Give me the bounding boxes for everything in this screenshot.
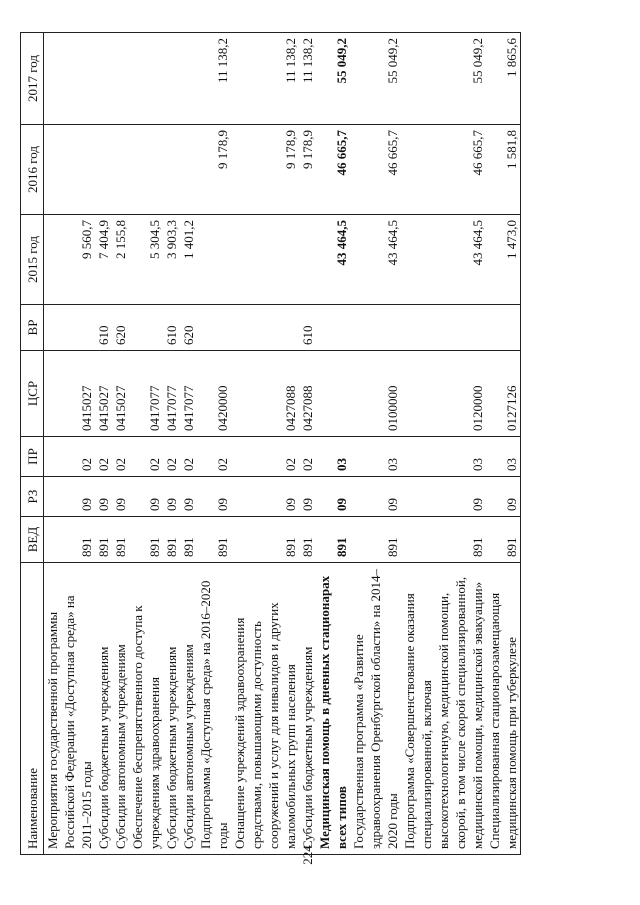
row-rz: 09 xyxy=(44,477,96,517)
table-row xyxy=(44,33,96,855)
row-rz: 09 xyxy=(95,477,112,517)
row-value-2015: 2 155,8 xyxy=(112,215,129,305)
row-csr: 0417077 xyxy=(163,351,180,437)
table-row xyxy=(95,33,112,855)
budget-table xyxy=(20,32,521,855)
row-csr: 0415027 xyxy=(112,351,129,437)
row-rz: 09 xyxy=(163,477,180,517)
row-rz: 09 xyxy=(112,477,129,517)
row-rz: 09 xyxy=(486,477,521,517)
row-pr: 02 xyxy=(180,437,197,477)
row-pr: 02 xyxy=(163,437,180,477)
row-name: Специализированная стационарозамещающая медицинская помощь при туберкулезе xyxy=(486,563,521,855)
row-ved: 891 xyxy=(350,517,401,563)
row-value-2016 xyxy=(44,125,96,215)
row-pr: 02 xyxy=(197,437,231,477)
row-value-2015: 9 560,7 xyxy=(44,215,96,305)
row-ved: 891 xyxy=(112,517,129,563)
table-row xyxy=(129,33,163,855)
row-ved: 891 xyxy=(486,517,521,563)
table-header-row xyxy=(21,33,44,855)
row-value-2017: 55 049,2 xyxy=(401,33,486,125)
row-vr xyxy=(197,305,231,351)
row-value-2017 xyxy=(44,33,96,125)
row-vr xyxy=(129,305,163,351)
row-pr: 03 xyxy=(316,437,350,477)
row-vr: 610 xyxy=(163,305,180,351)
row-vr xyxy=(401,305,486,351)
row-ved: 891 xyxy=(197,517,231,563)
row-name: Субсидии бюджетным учреждениям xyxy=(299,563,316,855)
page-number: 224 xyxy=(300,845,315,865)
row-value-2016 xyxy=(163,125,180,215)
row-csr: 0417077 xyxy=(180,351,197,437)
row-csr: 0415027 xyxy=(44,351,96,437)
row-pr: 02 xyxy=(231,437,299,477)
row-value-2017 xyxy=(95,33,112,125)
row-value-2015 xyxy=(197,215,231,305)
row-csr: 0427088 xyxy=(299,351,316,437)
row-value-2017 xyxy=(180,33,197,125)
row-vr: 620 xyxy=(112,305,129,351)
row-csr: 0127126 xyxy=(486,351,521,437)
header-ved: ВЕД xyxy=(21,517,44,563)
row-value-2017: 55 049,2 xyxy=(350,33,401,125)
row-value-2015: 7 404,9 xyxy=(95,215,112,305)
row-ved: 891 xyxy=(129,517,163,563)
row-value-2017 xyxy=(112,33,129,125)
row-vr xyxy=(44,305,96,351)
row-value-2015: 1 473,0 xyxy=(486,215,521,305)
table-row xyxy=(486,33,521,855)
row-vr xyxy=(316,305,350,351)
row-vr: 610 xyxy=(299,305,316,351)
row-value-2015: 43 464,5 xyxy=(401,215,486,305)
table-row xyxy=(163,33,180,855)
row-pr: 02 xyxy=(299,437,316,477)
row-pr: 03 xyxy=(350,437,401,477)
row-value-2016: 9 178,9 xyxy=(231,125,299,215)
row-value-2017 xyxy=(129,33,163,125)
table-row xyxy=(299,33,316,855)
table-row xyxy=(112,33,129,855)
row-name: Мероприятия государственной программы Российской Федерации «Доступная среда» на 2011–2015 годы xyxy=(44,563,96,855)
row-value-2016 xyxy=(95,125,112,215)
header-rz: РЗ xyxy=(21,477,44,517)
row-value-2015 xyxy=(231,215,299,305)
row-ved: 891 xyxy=(44,517,96,563)
row-value-2017 xyxy=(163,33,180,125)
row-name: Обеспечение беспрепятственного доступа к учреждениям здравоохранения xyxy=(129,563,163,855)
row-value-2015: 43 464,5 xyxy=(350,215,401,305)
row-ved: 891 xyxy=(231,517,299,563)
row-ved: 891 xyxy=(95,517,112,563)
row-csr: 0420000 xyxy=(197,351,231,437)
row-ved: 891 xyxy=(316,517,350,563)
header-2016: 2016 год xyxy=(21,125,44,215)
row-value-2017: 11 138,2 xyxy=(231,33,299,125)
row-value-2017: 11 138,2 xyxy=(197,33,231,125)
header-vr: ВР xyxy=(21,305,44,351)
row-pr: 02 xyxy=(129,437,163,477)
header-2017: 2017 год xyxy=(21,33,44,125)
row-pr: 02 xyxy=(112,437,129,477)
row-ved: 891 xyxy=(401,517,486,563)
row-csr xyxy=(316,351,350,437)
row-ved: 891 xyxy=(163,517,180,563)
row-csr: 0120000 xyxy=(401,351,486,437)
row-value-2017: 1 865,6 xyxy=(486,33,521,125)
row-name: Субсидии бюджетным учреждениям xyxy=(95,563,112,855)
row-rz: 09 xyxy=(197,477,231,517)
row-value-2017: 11 138,2 xyxy=(299,33,316,125)
row-pr: 03 xyxy=(401,437,486,477)
row-vr xyxy=(350,305,401,351)
row-name: Оснащение учреждений здравоохранения средствами, повышающими доступность сооружений и услуг для инвалидов и других маломобильных групп населения xyxy=(231,563,299,855)
row-rz: 09 xyxy=(299,477,316,517)
row-name: Подпрограмма «Совершенствование оказания специализированной, включая высокотехнологичную, медицинской помощи, скорой, в том числе скорой специализированной, медицинской помощи, медицинской эвакуации» xyxy=(401,563,486,855)
row-csr: 0427088 xyxy=(231,351,299,437)
header-name: Наименование xyxy=(21,563,44,855)
row-name: Подпрограмма «Доступная среда» на 2016–2020 годы xyxy=(197,563,231,855)
table-row xyxy=(180,33,197,855)
table-row xyxy=(231,33,299,855)
row-ved: 891 xyxy=(299,517,316,563)
row-value-2016: 46 665,7 xyxy=(350,125,401,215)
table-row xyxy=(350,33,401,855)
table-row xyxy=(197,33,231,855)
row-pr: 02 xyxy=(44,437,96,477)
header-pr: ПР xyxy=(21,437,44,477)
row-pr: 02 xyxy=(95,437,112,477)
row-name: Государственная программа «Развитие здравоохранения Оренбургской области» на 2014–2020 годы xyxy=(350,563,401,855)
row-rz: 09 xyxy=(129,477,163,517)
row-pr: 03 xyxy=(486,437,521,477)
row-rz: 09 xyxy=(350,477,401,517)
table-row xyxy=(316,33,350,855)
row-value-2016 xyxy=(112,125,129,215)
row-vr xyxy=(231,305,299,351)
row-rz: 09 xyxy=(231,477,299,517)
row-name: Субсидии автономным учреждениям xyxy=(180,563,197,855)
row-vr: 620 xyxy=(180,305,197,351)
row-name: Медицинская помощь в дневных стационарах всех типов xyxy=(316,563,350,855)
row-value-2017: 55 049,2 xyxy=(316,33,350,125)
row-csr: 0100000 xyxy=(350,351,401,437)
table-row xyxy=(401,33,486,855)
row-value-2016: 46 665,7 xyxy=(401,125,486,215)
row-csr: 0417077 xyxy=(129,351,163,437)
row-value-2015: 1 401,2 xyxy=(180,215,197,305)
row-value-2016: 9 178,9 xyxy=(197,125,231,215)
row-value-2015: 3 903,3 xyxy=(163,215,180,305)
row-value-2016: 9 178,9 xyxy=(299,125,316,215)
row-ved: 891 xyxy=(180,517,197,563)
row-value-2016: 46 665,7 xyxy=(316,125,350,215)
row-csr: 0415027 xyxy=(95,351,112,437)
row-rz: 09 xyxy=(180,477,197,517)
header-csr: ЦСР xyxy=(21,351,44,437)
row-value-2015: 5 304,5 xyxy=(129,215,163,305)
row-value-2015 xyxy=(299,215,316,305)
row-vr xyxy=(486,305,521,351)
row-name: Субсидии автономным учреждениям xyxy=(112,563,129,855)
header-2015: 2015 год xyxy=(21,215,44,305)
row-rz: 09 xyxy=(316,477,350,517)
row-rz: 09 xyxy=(401,477,486,517)
row-value-2016 xyxy=(129,125,163,215)
row-vr: 610 xyxy=(95,305,112,351)
row-value-2016: 1 581,8 xyxy=(486,125,521,215)
row-value-2015: 43 464,5 xyxy=(316,215,350,305)
row-value-2016 xyxy=(180,125,197,215)
row-name: Субсидии бюджетным учреждениям xyxy=(163,563,180,855)
